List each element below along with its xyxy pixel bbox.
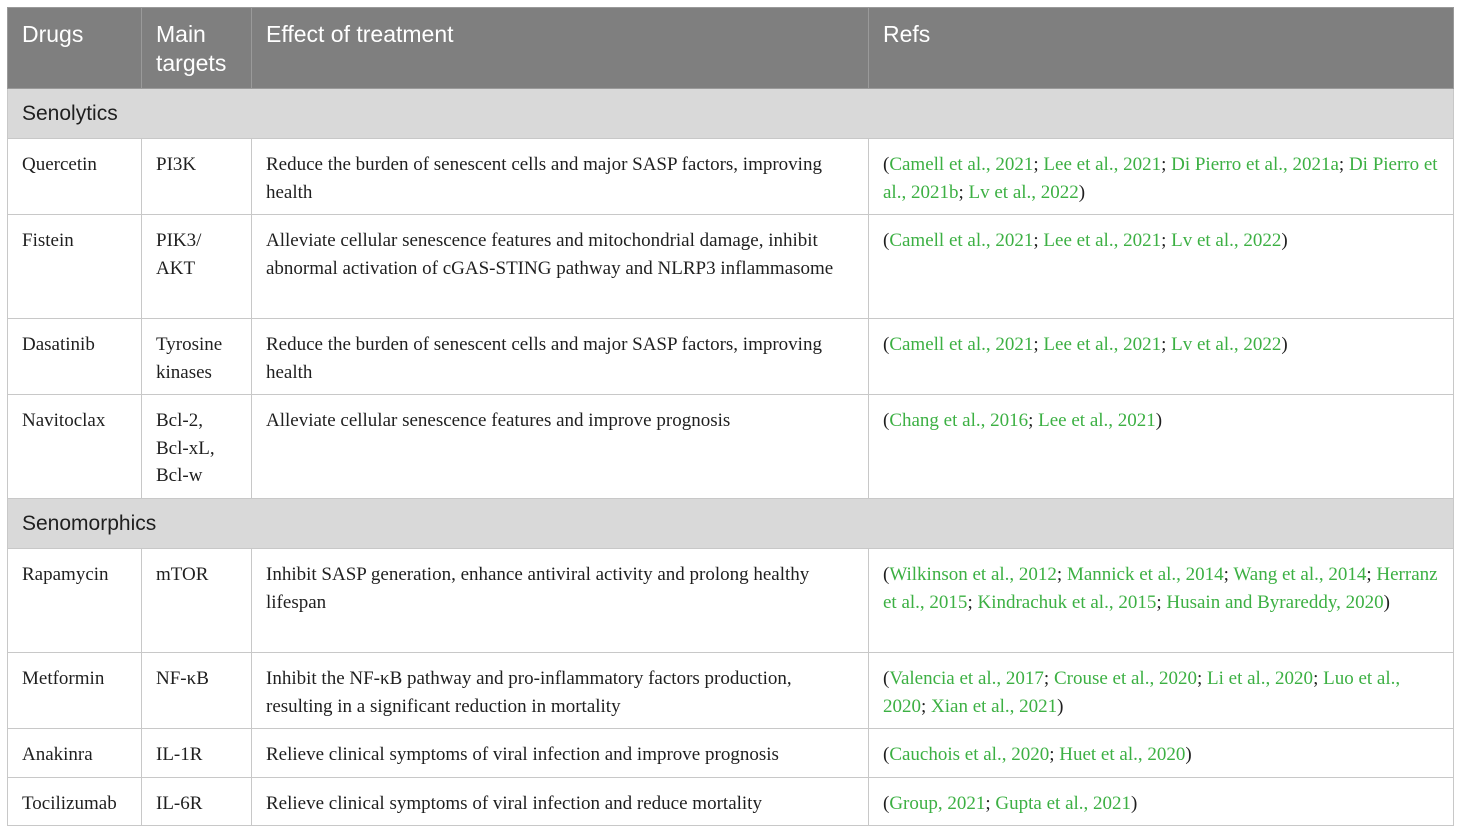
target-line: Bcl-w	[156, 465, 203, 486]
table-row	[8, 139, 1454, 215]
targets-cell	[142, 139, 252, 215]
refs-cell: (Wilkinson et al., 2012; Mannick et al., 2014; Wang et al., 2014; Herranz et al., 2015; Kindrachuk et al., 2015; Husain and Byrareddy, 2020)	[869, 549, 1454, 653]
table-row	[8, 653, 1454, 729]
reference-link[interactable]: Lee et al., 2021	[1043, 334, 1162, 355]
refs-cell: (Camell et al., 2021; Lee et al., 2021; Lv et al., 2022)	[869, 319, 1454, 395]
reference-link[interactable]: Huet et al., 2020	[1059, 744, 1186, 765]
reference-link[interactable]: Li et al., 2020	[1207, 668, 1314, 689]
drug-cell: Navitoclax	[8, 395, 142, 499]
effect-cell: Reduce the burden of senescent cells and major SASP factors, improving health	[252, 139, 869, 215]
reference-link[interactable]: Camell et al., 2021	[889, 334, 1034, 355]
effect-cell: Alleviate cellular senescence features and mitochondrial damage, inhibit abnormal activation of cGAS-STING pathway and NLRP3 inflammasome	[252, 215, 869, 319]
refs-cell: (Valencia et al., 2017; Crouse et al., 2020; Li et al., 2020; Luo et al., 2020; Xian et al., 2021)	[869, 653, 1454, 729]
reference-link[interactable]: Di Pierro et al., 2021b	[883, 154, 1438, 203]
reference-link[interactable]: Lv et al., 2022	[1171, 334, 1282, 355]
targets-cell	[142, 319, 252, 395]
reference-link[interactable]: Group, 2021	[889, 793, 986, 814]
target-line: PI3K	[156, 154, 197, 175]
drug-cell: Tocilizumab	[8, 778, 142, 826]
target-line: IL-1R	[156, 744, 203, 765]
header-main-targets	[142, 8, 252, 89]
targets-cell	[142, 215, 252, 319]
targets-cell	[142, 653, 252, 729]
effect-cell: Alleviate cellular senescence features and improve prognosis	[252, 395, 869, 499]
section-title: Senomorphics	[8, 499, 1454, 549]
reference-link[interactable]: Husain and Byrareddy, 2020	[1166, 591, 1384, 613]
drug-cell: Metformin	[8, 653, 142, 729]
reference-link[interactable]: Cauchois et al., 2020	[889, 744, 1050, 765]
target-line: Bcl-xL,	[156, 437, 215, 459]
drug-table	[7, 7, 1454, 826]
reference-link[interactable]: Xian et al., 2021	[931, 695, 1058, 717]
reference-link[interactable]: Lee et al., 2021	[1043, 154, 1162, 175]
reference-link[interactable]: Camell et al., 2021	[889, 230, 1034, 251]
targets-cell	[142, 729, 252, 778]
reference-link[interactable]: Crouse et al., 2020	[1053, 668, 1197, 689]
drug-cell: Dasatinib	[8, 319, 142, 395]
header-main-targets-line2: targets	[156, 50, 227, 76]
target-line: PIK3/	[156, 230, 202, 251]
reference-link[interactable]: Valencia et al., 2017	[889, 668, 1044, 689]
target-line: mTOR	[156, 564, 209, 585]
reference-link[interactable]: Luo et al., 2020	[883, 668, 1401, 717]
target-line: IL-6R	[156, 793, 203, 814]
header-row	[8, 8, 1454, 89]
reference-link[interactable]: Lee et al., 2021	[1038, 410, 1156, 431]
targets-cell	[142, 395, 252, 499]
drug-cell: Fistein	[8, 215, 142, 319]
reference-link[interactable]: Wilkinson et al., 2012	[889, 564, 1057, 585]
target-line: NF-κB	[156, 668, 209, 689]
table-header	[8, 8, 1454, 89]
table-row	[8, 549, 1454, 653]
target-line: AKT	[156, 257, 196, 279]
effect-cell: Relieve clinical symptoms of viral infection and improve prognosis	[252, 729, 869, 778]
reference-link[interactable]: Chang et al., 2016	[889, 410, 1029, 431]
reference-link[interactable]: Mannick et al., 2014	[1066, 564, 1224, 585]
reference-link[interactable]: Lv et al., 2022	[1171, 230, 1282, 251]
section-row	[8, 499, 1454, 549]
section-row	[8, 89, 1454, 139]
effect-cell: Inhibit SASP generation, enhance antiviral activity and prolong healthy lifespan	[252, 549, 869, 653]
header-effect: Effect of treatment	[252, 8, 869, 89]
drug-cell: Rapamycin	[8, 549, 142, 653]
header-drugs: Drugs	[8, 8, 142, 89]
section-title: Senolytics	[8, 89, 1454, 139]
table-row	[8, 319, 1454, 395]
target-line: kinases	[156, 361, 212, 383]
header-refs: Refs	[869, 8, 1454, 89]
reference-link[interactable]: Lee et al., 2021	[1043, 230, 1162, 251]
reference-link[interactable]: Camell et al., 2021	[889, 154, 1034, 175]
reference-link[interactable]: Gupta et al., 2021	[995, 793, 1132, 814]
table-row	[8, 729, 1454, 778]
reference-link[interactable]: Di Pierro et al., 2021a	[1171, 154, 1339, 175]
targets-cell	[142, 778, 252, 826]
effect-cell: Reduce the burden of senescent cells and major SASP factors, improving health	[252, 319, 869, 395]
refs-cell: (Chang et al., 2016; Lee et al., 2021)	[869, 395, 1454, 499]
effect-cell: Inhibit the NF-κB pathway and pro-inflammatory factors production, resulting in a significant reduction in mortality	[252, 653, 869, 729]
reference-link[interactable]: Kindrachuk et al., 2015	[977, 591, 1157, 613]
drug-cell: Anakinra	[8, 729, 142, 778]
reference-link[interactable]: Wang et al., 2014	[1233, 564, 1367, 585]
table-row	[8, 778, 1454, 826]
refs-cell: (Camell et al., 2021; Lee et al., 2021; Di Pierro et al., 2021a; Di Pierro et al., 2021b; Lv et al., 2022)	[869, 139, 1454, 215]
target-line: Tyrosine	[156, 334, 223, 355]
refs-cell: (Cauchois et al., 2020; Huet et al., 2020)	[869, 729, 1454, 778]
reference-link[interactable]: Lv et al., 2022	[968, 181, 1079, 203]
effect-cell: Relieve clinical symptoms of viral infection and reduce mortality	[252, 778, 869, 826]
target-line: Bcl-2,	[156, 410, 203, 431]
table-row	[8, 215, 1454, 319]
table-body	[8, 89, 1454, 826]
reference-link[interactable]: Herranz et al., 2015	[883, 564, 1438, 613]
table-row	[8, 395, 1454, 499]
header-main-targets-line1: Main	[156, 21, 206, 47]
refs-cell: (Group, 2021; Gupta et al., 2021)	[869, 778, 1454, 826]
targets-cell	[142, 549, 252, 653]
drug-cell: Quercetin	[8, 139, 142, 215]
refs-cell: (Camell et al., 2021; Lee et al., 2021; Lv et al., 2022)	[869, 215, 1454, 319]
